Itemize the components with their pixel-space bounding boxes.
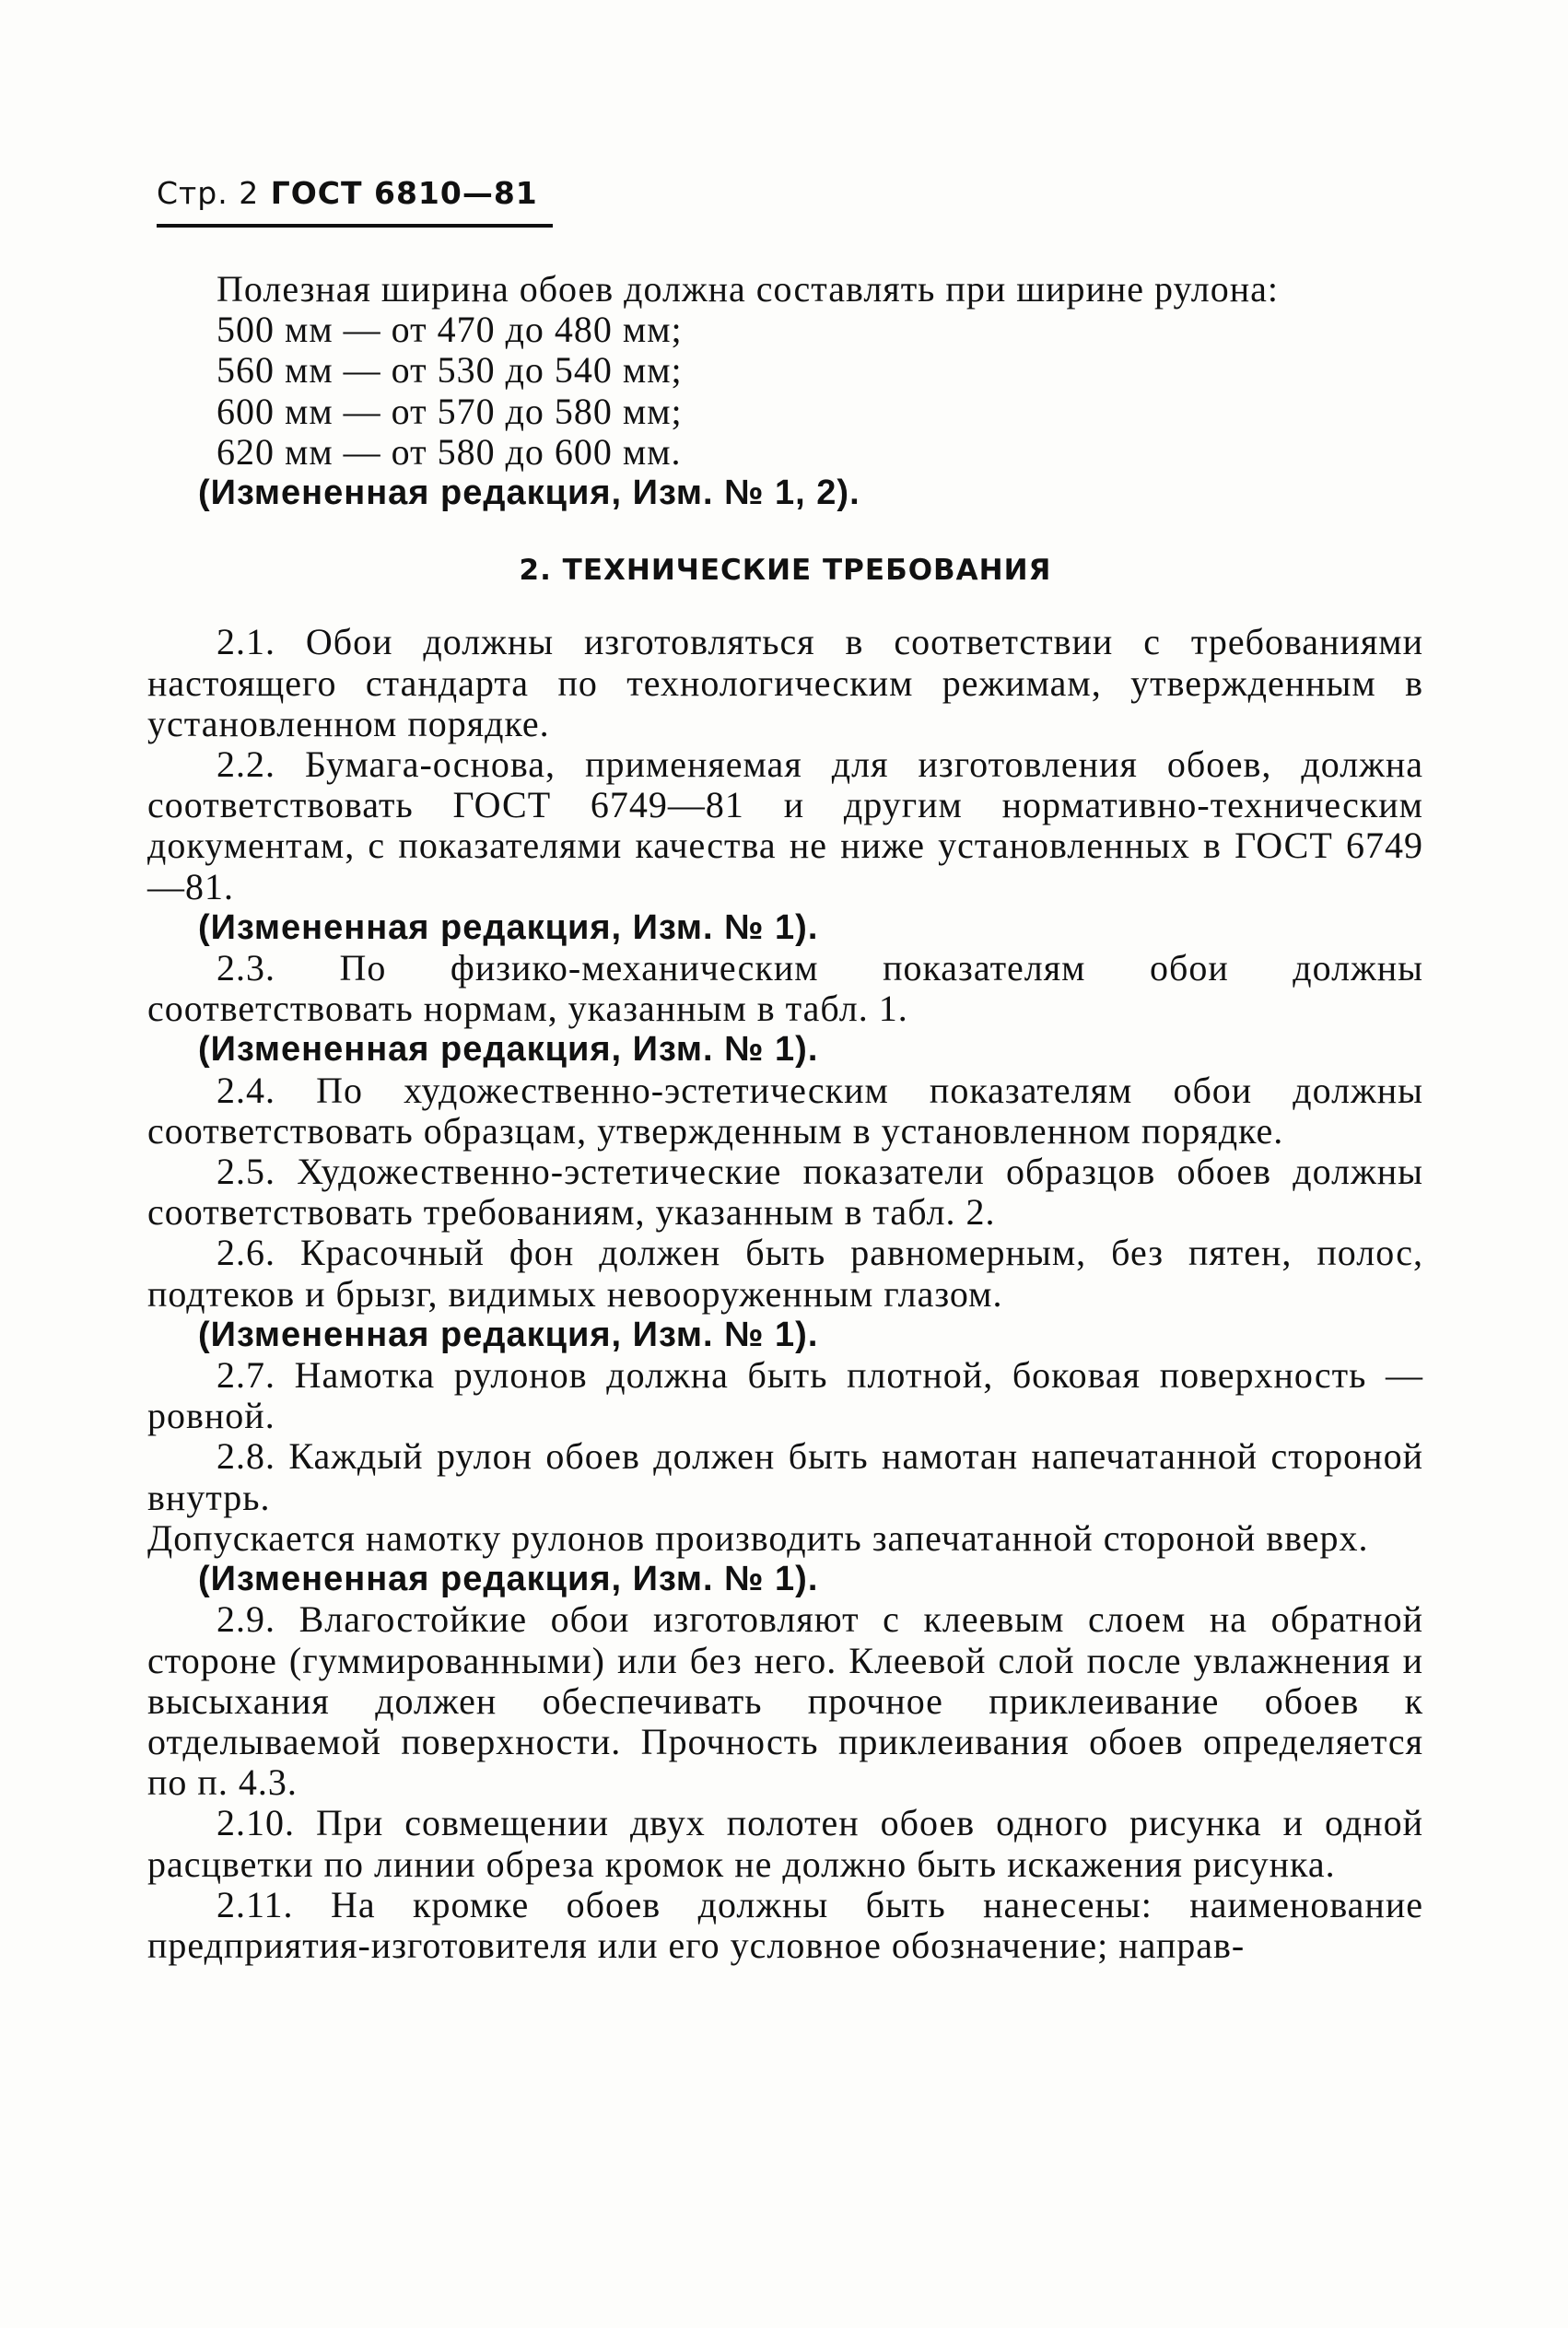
page-header — [157, 175, 538, 211]
standard-number: ГОСТ 6810—81 — [270, 175, 538, 211]
section-title: 2. ТЕХНИЧЕСКИЕ ТРЕБОВАНИЯ — [519, 554, 1052, 588]
amendment-note: (Измененная редакция, Изм. № 1). — [198, 1315, 819, 1354]
clause-2-6: 2.6. Красочный фон должен быть равномерным, без пятен, полос, подтеков и брызг, видимых невооруженным глазом. — [147, 1232, 1423, 1315]
amendment-note: (Измененная редакция, Изм. № 1). — [198, 1560, 819, 1599]
clause-2-8: 2.8. Каждый рулон обоев должен быть намотан напечатанной стороной внутрь. — [147, 1435, 1423, 1518]
clause-2-2: 2.2. Бумага-основа, применяемая для изготовления обоев, должна соответствовать ГОСТ 6749—81 и другим нормативно-техническим документам, с показателями качества не ниже установленных в ГОСТ 6749—81. — [147, 743, 1423, 907]
clause-2-4: 2.4. По художественно-эстетическим показателям обои должны соответствовать образцам, утвержденным в установленном порядке. — [147, 1069, 1423, 1152]
document-body — [147, 269, 1423, 1966]
clause-2-1: 2.1. Обои должны изготовляться в соответствии с требованиями настоящего стандарта по технологическим режимам, утвержденным в установленном порядке. — [147, 621, 1423, 744]
clause-2-9: 2.9. Влагостойкие обои изготовляют с клеевым слоем на обратной стороне (гуммированными) или без него. Клеевой слой после увлажнения и высыхания должен обеспечивать прочное приклеивание обоев к отделываемой поверхности. Прочность приклеивания обоев определяется по п. 4.3. — [147, 1598, 1423, 1804]
clause-2-3: 2.3. По физико-механическим показателям обои должны соответствовать нормам, указанным в табл. 1. — [147, 947, 1423, 1030]
clause-2-7: 2.7. Намотка рулонов должна быть плотной, боковая поверхность — ровной. — [147, 1354, 1423, 1437]
clause-2-5: 2.5. Художественно-эстетические показатели образцов обоев должны соответствовать требованиям, указанным в табл. 2. — [147, 1151, 1423, 1234]
width-item: 500 мм — от 470 до 480 мм; — [216, 309, 683, 351]
page-number: Стр. 2 — [157, 175, 260, 211]
amendment-note: (Измененная редакция, Изм. № 1). — [198, 907, 819, 947]
header-rule — [157, 224, 553, 228]
clause-2-8-note: Допускается намотку рулонов производить запечатанной стороной вверх. — [147, 1516, 1369, 1559]
width-item: 560 мм — от 530 до 540 мм; — [216, 349, 683, 392]
amendment-note: (Измененная редакция, Изм. № 1, 2). — [198, 474, 860, 513]
clause-2-11: 2.11. На кромке обоев должны быть нанесены: наименование предприятия-изготовителя или его условное обозначение; направ- — [147, 1883, 1423, 1966]
intro-paragraph: Полезная ширина обоев должна составлять при ширине рулона: — [216, 268, 1279, 310]
amendment-note: (Измененная редакция, Изм. № 1). — [198, 1030, 819, 1070]
clause-2-10: 2.10. При совмещении двух полотен обоев одного рисунка и одной расцветки по линии обреза кромок не должно быть искажения рисунка. — [147, 1802, 1423, 1885]
width-item: 600 мм — от 570 до 580 мм; — [216, 390, 683, 432]
width-item: 620 мм — от 580 до 600 мм. — [216, 430, 682, 473]
